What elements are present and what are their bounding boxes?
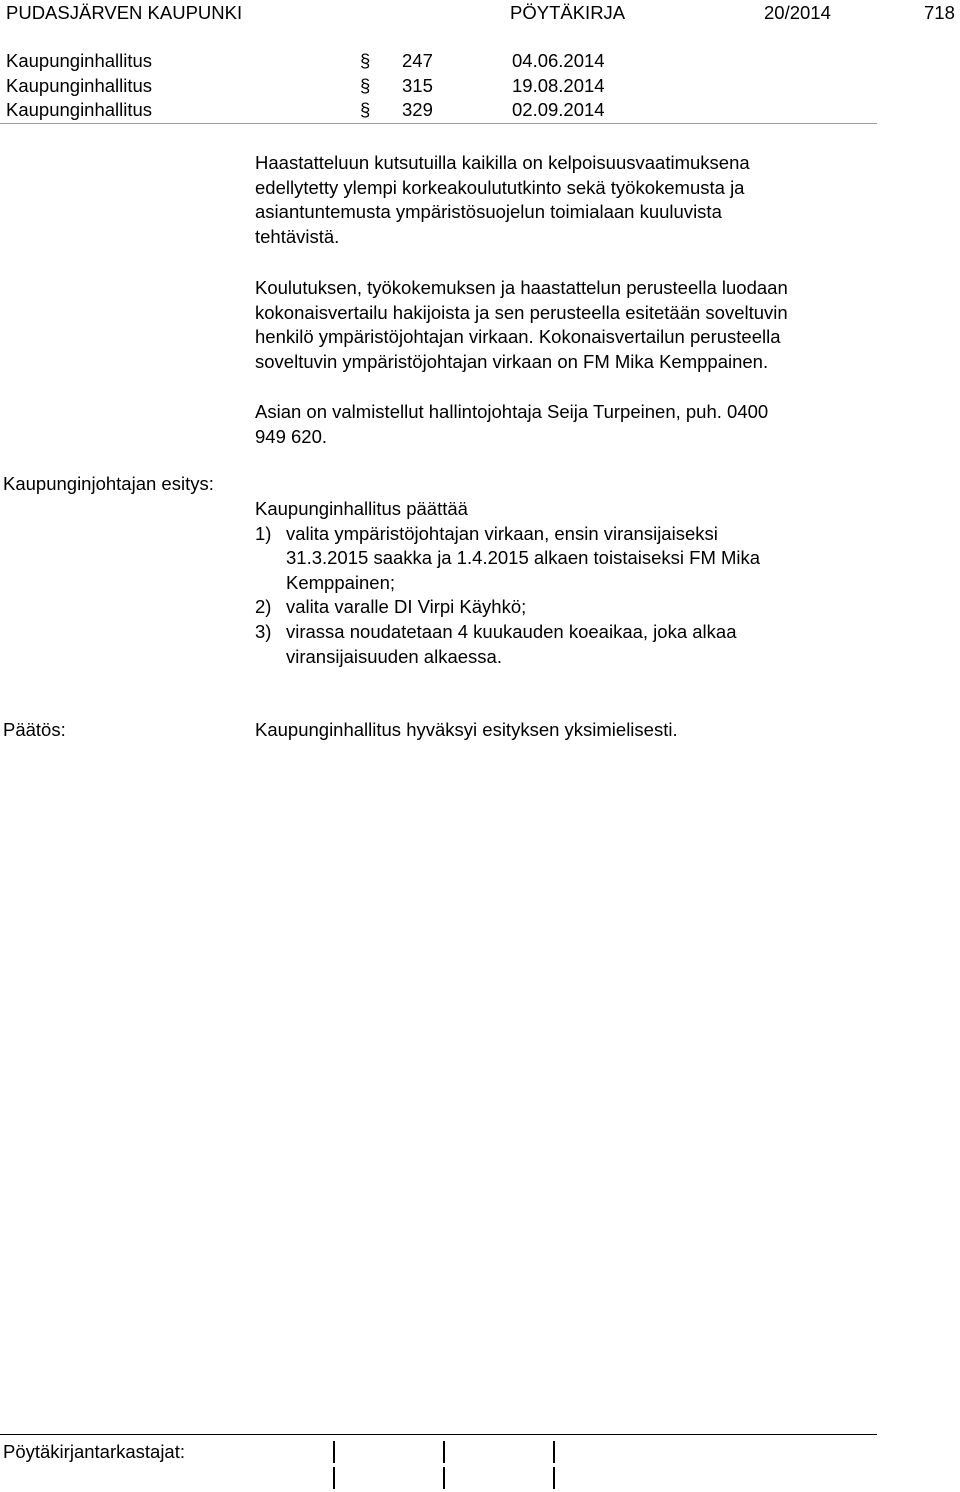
reference-section: 247 — [402, 50, 433, 71]
header-divider — [0, 123, 877, 124]
text-line: henkilö ympäristöjohtajan virkaan. Kokonaisvertailun perusteella — [255, 326, 781, 348]
text-line: virassa noudatetaan 4 kuukauden koeaikaa, joka alkaa — [286, 620, 737, 642]
proposal-list — [255, 497, 955, 669]
signature-field-divider — [443, 1467, 445, 1489]
decision-label: Päätös: — [3, 719, 66, 740]
text-line: Haastatteluun kutsutuilla kaikilla on kelpoisuusvaatimuksena — [255, 152, 750, 173]
decision-text: Kaupunginhallitus hyväksyi esityksen yksimielisesti. — [255, 719, 678, 740]
list-item — [255, 595, 955, 620]
section-icon: § — [360, 50, 371, 71]
text-line: viransijaisuuden alkaessa. — [286, 645, 502, 667]
municipality-name: PUDASJÄRVEN KAUPUNKI — [6, 2, 243, 23]
text-line: valita ympäristöjohtajan virkaan, ensin viransijaiseksi — [286, 522, 718, 544]
issue-number: 20/2014 — [764, 2, 831, 23]
signature-field-divider — [553, 1467, 555, 1489]
reference-section: 315 — [402, 75, 433, 96]
item-number: 2) — [255, 596, 272, 618]
reference-body: Kaupunginhallitus — [6, 75, 153, 96]
list-item — [255, 620, 955, 669]
reference-date: 04.06.2014 — [512, 50, 605, 71]
text-line: Koulutuksen, työkokemuksen ja haastattelun perusteella luodaan — [255, 277, 788, 298]
text-line: tehtävistä. — [255, 225, 340, 247]
text-line: Asian on valmistellut hallintojohtaja Seija Turpeinen, puh. 0400 — [255, 401, 769, 422]
text-line: edellytetty ylempi korkeakoulututkinto sekä työkokemusta ja — [255, 176, 745, 198]
signature-field-divider — [443, 1441, 445, 1463]
item-number: 3) — [255, 620, 272, 642]
proposal-label: Kaupunginjohtajan esitys: — [3, 473, 214, 494]
signature-field-divider — [553, 1441, 555, 1463]
paragraph-preparer — [255, 400, 955, 449]
page-number: 718 — [924, 2, 955, 23]
reference-date: 02.09.2014 — [512, 99, 605, 120]
text-line: asiantuntemusta ympäristösuojelun toimialaan kuuluvista — [255, 201, 722, 223]
text-line: soveltuvin ympäristöjohtajan virkaan on FM Mika Kemppainen. — [255, 350, 769, 372]
paragraph-qualifications — [255, 151, 955, 249]
signature-field-divider — [333, 1441, 335, 1463]
text-line: kokonaisvertailu hakijoista ja sen perusteella esitetään soveltuvin — [255, 301, 788, 323]
reviewers-label: Pöytäkirjantarkastajat: — [3, 1441, 186, 1462]
text-line: valita varalle DI Virpi Käyhkö; — [286, 596, 527, 618]
text-line: 949 620. — [255, 425, 328, 447]
list-item — [255, 522, 955, 596]
reference-body: Kaupunginhallitus — [6, 99, 153, 120]
proposal-intro: Kaupunginhallitus päättää — [255, 498, 468, 519]
text-line: 31.3.2015 saakka ja 1.4.2015 alkaen toistaiseksi FM Mika — [286, 547, 761, 569]
reference-section: 329 — [402, 99, 433, 120]
document-type: PÖYTÄKIRJA — [510, 2, 626, 23]
text-line: Kemppainen; — [286, 571, 396, 593]
section-icon: § — [360, 99, 371, 120]
reference-date: 19.08.2014 — [512, 75, 605, 96]
footer-divider — [0, 1434, 877, 1435]
paragraph-evaluation — [255, 276, 955, 374]
reference-body: Kaupunginhallitus — [6, 50, 153, 71]
signature-field-divider — [333, 1467, 335, 1489]
section-icon: § — [360, 75, 371, 96]
item-number: 1) — [255, 522, 272, 544]
